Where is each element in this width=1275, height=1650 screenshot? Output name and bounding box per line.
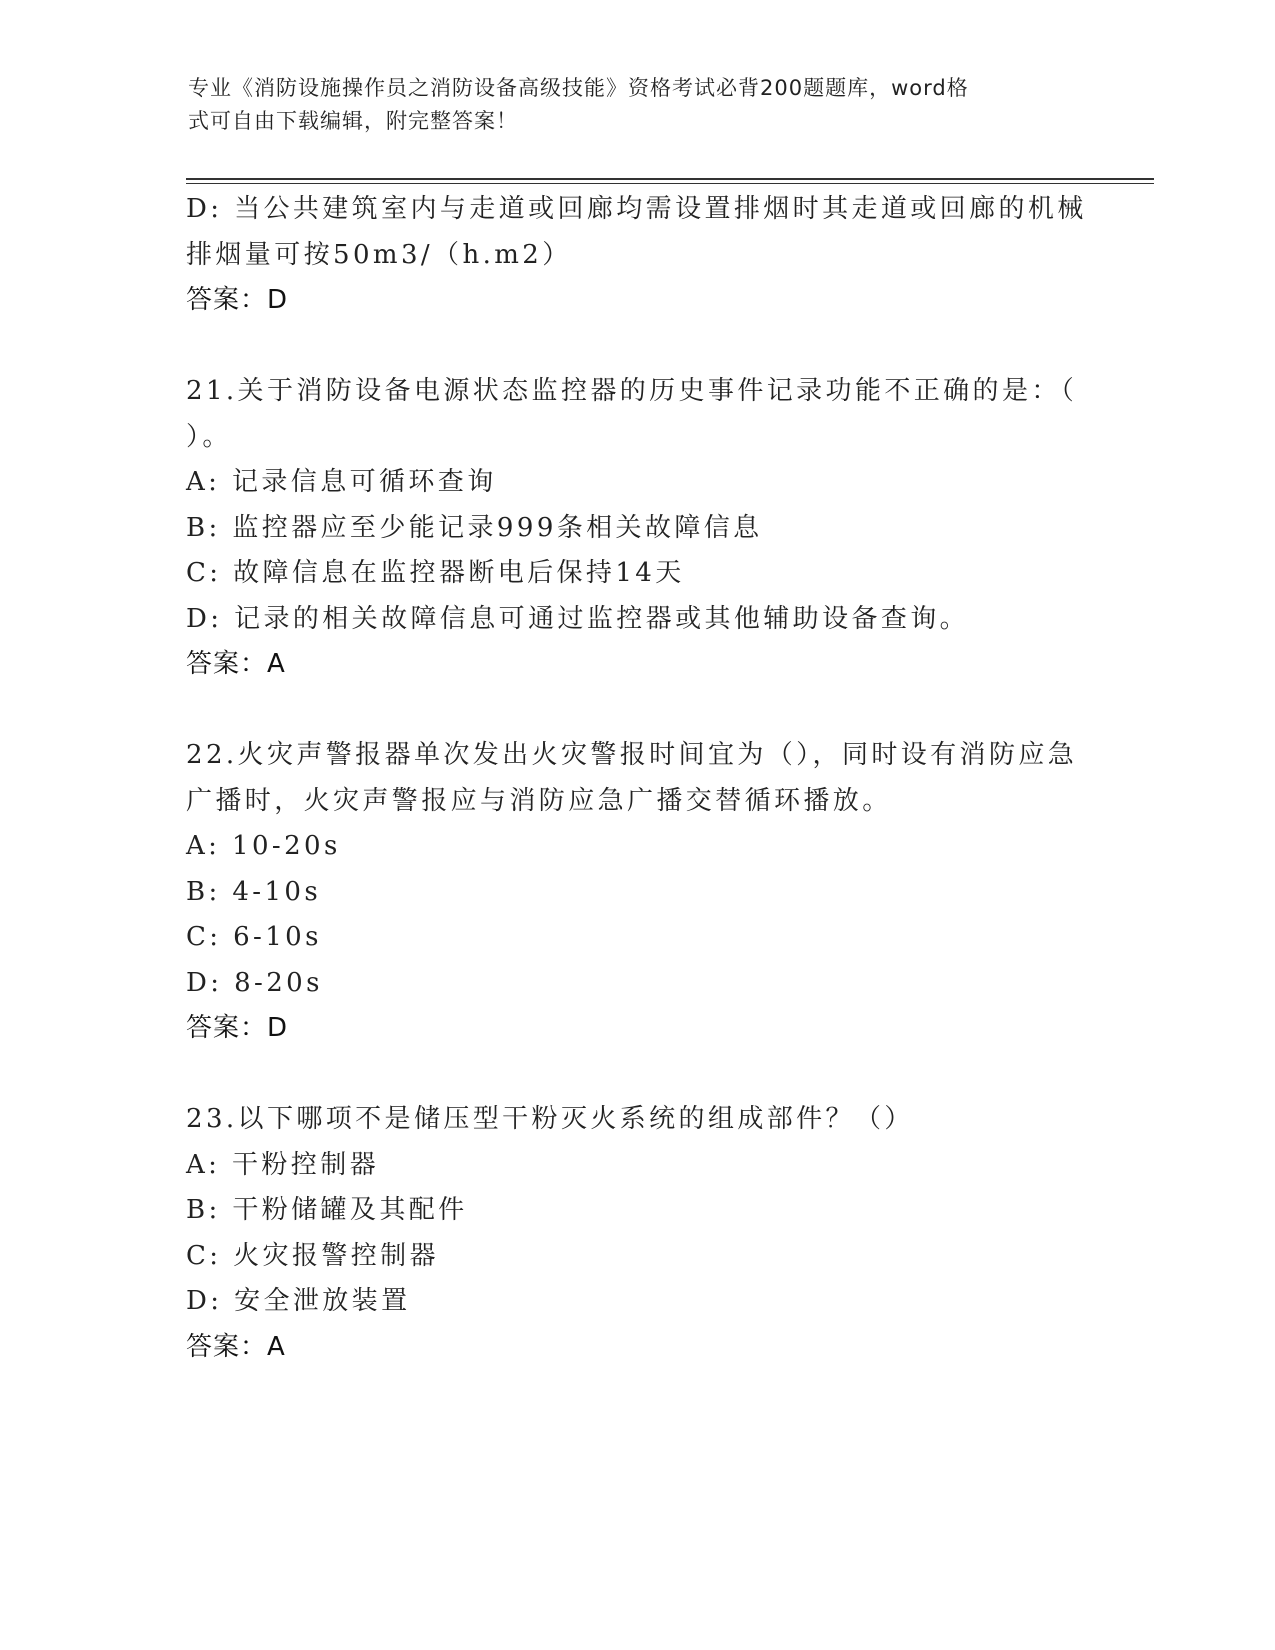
option-a: A: 10-20s — [186, 831, 341, 861]
spacer — [186, 1052, 1086, 1098]
question-stem: 23.以下哪项不是储压型干粉灭火系统的组成部件？（） — [186, 1104, 914, 1134]
spacer — [186, 688, 1086, 734]
option-d: D: 当公共建筑室内与走道或回廊均需设置排烟时其走道或回廊的机械 — [186, 194, 1087, 224]
option-c: C: 火灾报警控制器 — [186, 1240, 439, 1271]
question-stem-continued: ）。 — [186, 421, 232, 452]
question-content — [186, 187, 1086, 1370]
answer: 答案：D — [186, 285, 289, 315]
option-b: B: 监控器应至少能记录999条相关故障信息 — [186, 512, 763, 543]
header-rule-thin — [186, 183, 1154, 184]
option-d-continued: 排烟量可按50m3/（h.m2） — [186, 239, 572, 270]
option-b: B: 4-10s — [186, 876, 322, 907]
header-line-2: 式可自由下载编辑，附完整答案！ — [188, 109, 518, 133]
option-c: C: 故障信息在监控器断电后保持14天 — [186, 558, 685, 588]
option-d: D: 记录的相关故障信息可通过监控器或其他辅助设备查询。 — [186, 603, 970, 634]
page-header — [188, 72, 1068, 138]
question-stem: 22.火灾声警报器单次发出火灾警报时间宜为（），同时设有消防应急 — [186, 740, 1078, 770]
question-23 — [186, 1097, 1086, 1370]
question-22 — [186, 733, 1086, 1052]
option-d: D: 安全泄放装置 — [186, 1286, 411, 1316]
option-d: D: 8-20s — [186, 967, 323, 998]
question-stem: 21.关于消防设备电源状态监控器的历史事件记录功能不正确的是：（ — [186, 376, 1078, 406]
question-stem-continued: 广播时，火灾声警报应与消防应急广播交替循环播放。 — [186, 785, 892, 816]
answer: 答案：A — [186, 649, 286, 679]
spacer — [186, 324, 1086, 370]
previous-question-tail — [186, 187, 1086, 324]
header-rule — [186, 178, 1154, 180]
question-21 — [186, 369, 1086, 688]
header-line-1: 专业《消防设施操作员之消防设备高级技能》资格考试必背200题题库，word格 — [188, 76, 969, 100]
option-a: A: 记录信息可循环查询 — [186, 467, 497, 497]
option-a: A: 干粉控制器 — [186, 1149, 380, 1180]
answer: 答案：D — [186, 1013, 289, 1043]
option-b: B: 干粉储罐及其配件 — [186, 1195, 468, 1225]
answer: 答案：A — [186, 1331, 286, 1362]
option-c: C: 6-10s — [186, 922, 322, 952]
